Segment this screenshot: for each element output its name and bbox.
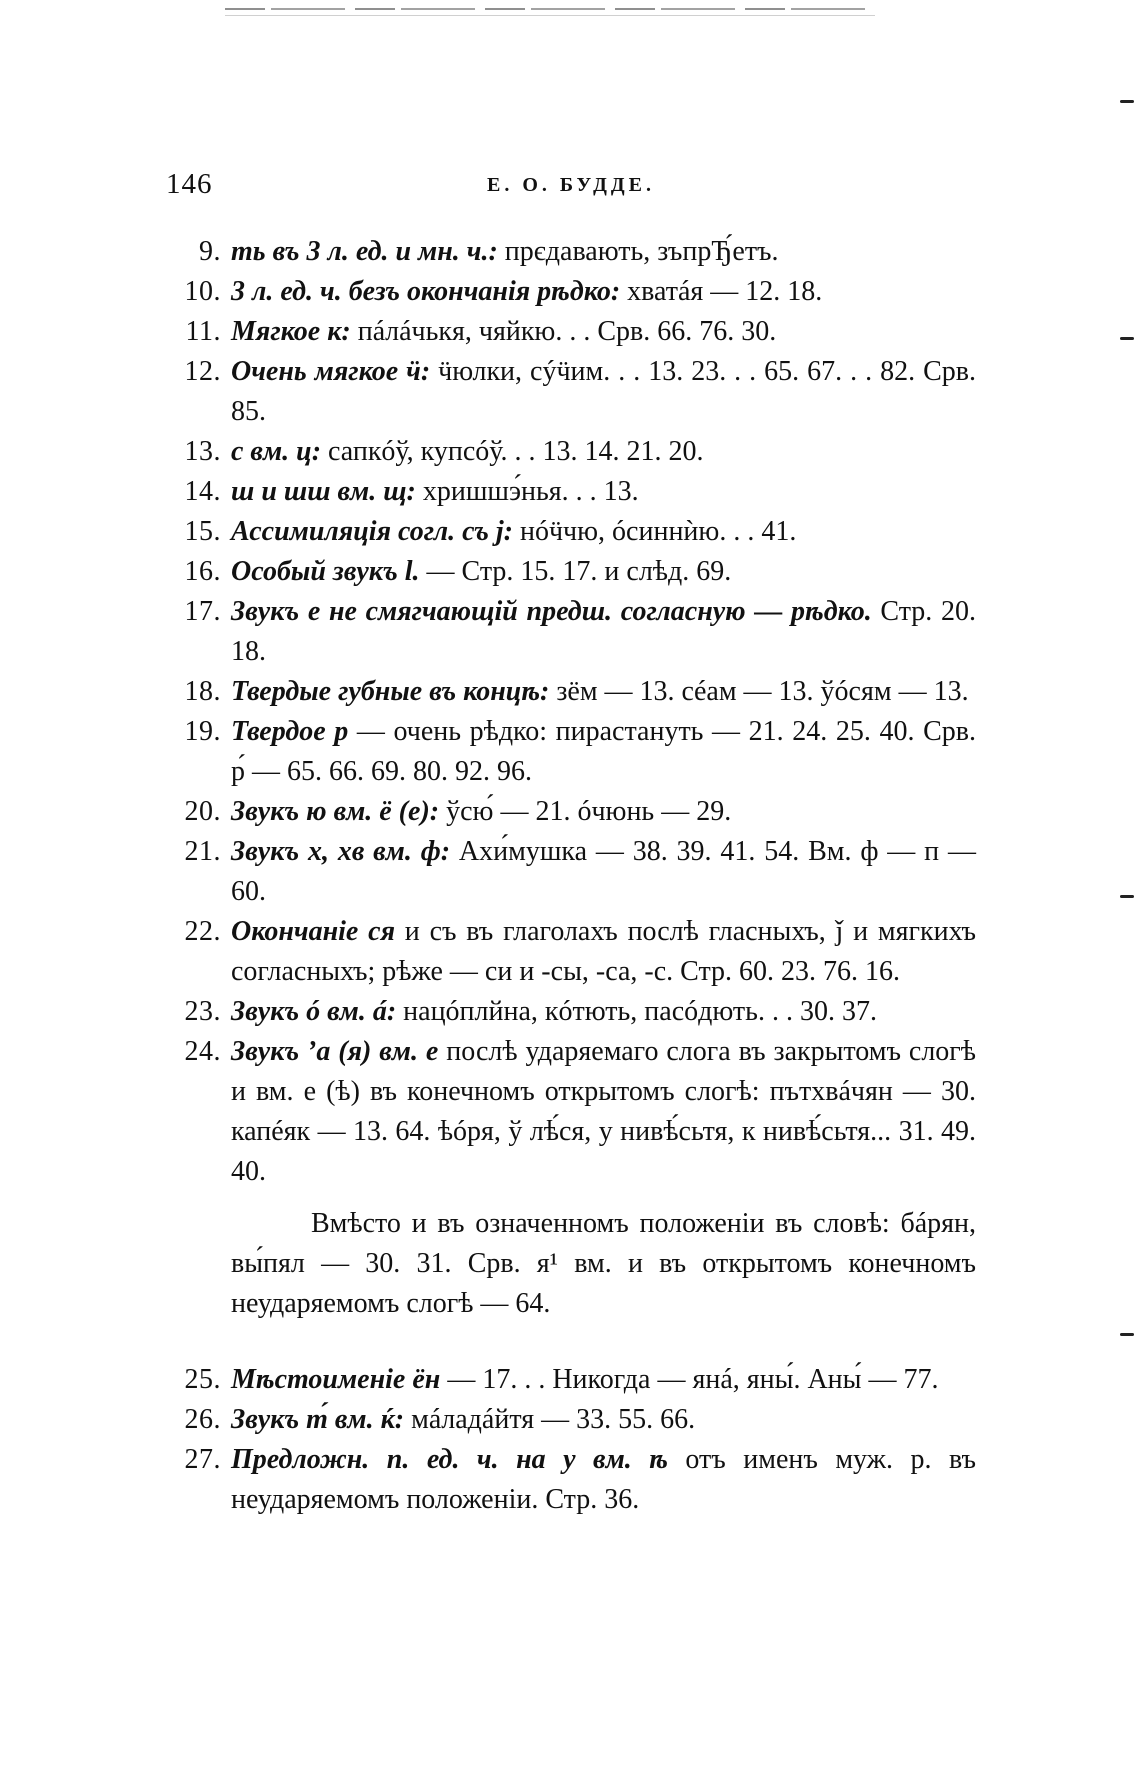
entry-content: Стр. 20. 18.: [231, 596, 976, 667]
entry-content: — Стр. 15. 17. и слѣд. 69.: [419, 556, 732, 587]
entry-title: Мягкое к:: [231, 316, 351, 347]
entry-title: Твердые губные въ концѣ:: [231, 676, 550, 707]
entry-content: — очень рѣдко: пирастануть — 21. 24. 25. 40. Срв. р́ — 65. 66. 69. 80. 92. 96.: [231, 716, 976, 787]
entry-group-1: [166, 232, 976, 1192]
margin-mark: [1120, 895, 1134, 898]
entry-list: [166, 232, 976, 1520]
entry-number: 12.: [184, 356, 221, 387]
entry-item: [166, 512, 976, 552]
top-edge-rule: [225, 8, 875, 10]
entry-content: отъ именъ муж. р. въ неударяемомъ положеніи. Стр. 36.: [231, 1444, 976, 1515]
entry-content: пáлáчькя, чяйкю. . . Срв. 66. 76. 30.: [350, 316, 777, 347]
entry-number: 20.: [184, 796, 221, 827]
entry-title: Предложн. п. ед. ч. на у вм. ѣ: [231, 1444, 668, 1475]
entry-text: [231, 472, 976, 512]
entry-text: [231, 832, 976, 912]
entry-number: 24.: [184, 1036, 221, 1067]
entry-content: мáладáйтя — 33. 55. 66.: [404, 1404, 696, 1435]
entry-item: [166, 1360, 976, 1400]
entry-content: нóӵчю, óсиннѝю. . . 41.: [512, 516, 797, 547]
entry-item: [166, 1440, 976, 1520]
entry-text: [231, 712, 976, 792]
entry-number: 13.: [184, 436, 221, 467]
entry-item: [166, 712, 976, 792]
entry-item: [166, 232, 976, 272]
entry-text: [231, 312, 976, 352]
entry-content: нацóплйна, кóтють, пасóдють. . . 30. 37.: [396, 996, 877, 1027]
entry-item: [166, 992, 976, 1032]
entry-text: [231, 232, 976, 272]
entry-title: Звукъ ó вм. á:: [231, 996, 397, 1027]
entry-content: ўсю́ — 21. óчюнь — 29.: [439, 796, 732, 827]
entry-number: 9.: [199, 236, 221, 267]
entry-text: [231, 912, 976, 992]
entry-item: [166, 312, 976, 352]
entry-text: [231, 1440, 976, 1520]
page-number: 146: [166, 168, 213, 200]
entry-content: прєдавають, зъпрЂ́етъ.: [497, 236, 779, 267]
entry-number: 15.: [184, 516, 221, 547]
entry-number: 16.: [184, 556, 221, 587]
margin-mark: [1120, 337, 1134, 340]
entry-text: [231, 992, 976, 1032]
running-head: Е. О. БУДДЕ.: [487, 174, 655, 196]
margin-mark: [1120, 1333, 1134, 1336]
entry-title: Звукъ т́ вм. ќ:: [231, 1404, 405, 1435]
entry-content: ӵюлки, сýӵим. . . 13. 23. . . 65. 67. . . 82. Срв. 85.: [231, 356, 976, 427]
entry-number: 23.: [184, 996, 221, 1027]
entry-text: [231, 1360, 976, 1400]
entry-item: [166, 432, 976, 472]
entry-title: Твердое р: [231, 716, 349, 747]
entry-title: Мѣстоименіе ён: [231, 1364, 441, 1395]
entry-text: [231, 552, 976, 592]
entry-content: — 17. . . Никогда — янá, яны́. Аны́ — 77.: [440, 1364, 939, 1395]
entry-number: 19.: [184, 716, 221, 747]
entry-item: [166, 272, 976, 312]
entry-text: [231, 792, 976, 832]
entry-item: [166, 592, 976, 672]
entry-title: Очень мягкое ӵ:: [231, 356, 431, 387]
entry-item: [166, 1400, 976, 1440]
entry-number: 27.: [184, 1444, 221, 1475]
entry-number: 14.: [184, 476, 221, 507]
entry-item: [166, 912, 976, 992]
entry-group-2: [166, 1360, 976, 1520]
entry-text: [231, 512, 976, 552]
entry-text: [231, 1400, 976, 1440]
margin-mark: [1120, 100, 1134, 103]
entry-number: 11.: [185, 316, 221, 347]
entry-title: Звукъ ю вм. ё (е):: [231, 796, 440, 827]
page-header: [166, 168, 976, 208]
entry-item: [166, 552, 976, 592]
entry-text: [231, 432, 976, 472]
entry-number: 18.: [184, 676, 221, 707]
entry-content: зём — 13. сéам — 13. ўóсям — 13.: [549, 676, 969, 707]
entry-item: [166, 472, 976, 512]
entry-text: [231, 1032, 976, 1192]
entry-text: [231, 672, 976, 712]
entry-title: Звукъ х, хв вм. ф:: [231, 836, 451, 867]
entry-text: [231, 352, 976, 432]
entry-number: 21.: [184, 836, 221, 867]
entry-title: Звукъ ’а (я) вм. е: [231, 1036, 439, 1067]
entry-title: ш и шш вм. щ:: [231, 476, 416, 507]
entry-item: [166, 352, 976, 432]
entry-content: и съ въ глаголахъ послѣ гласныхъ, ǰ и мягкихъ согласныхъ; рѣже — си и -сы, -са, -с. Стр. 60. 23. 76. 16.: [231, 916, 976, 987]
entry-item: [166, 672, 976, 712]
entry-title: Окончаніе ся: [231, 916, 395, 947]
entry-title: ть въ 3 л. ед. и мн. ч.:: [231, 236, 498, 267]
entry-content: послѣ ударяемаго слога въ закрытомъ слогѣ и вм. е (ѣ) въ конечномъ открытомъ слогѣ: пътхвáчян — 30. капéяк — 13. 64. ѣóря, ў лѣ́ся, у нивѣ́сьтя, к нивѣ́сьтя... 31. 49. 40.: [231, 1036, 976, 1187]
top-edge-rule-thin: [225, 15, 875, 16]
entry-item: [166, 1032, 976, 1192]
entry-content: Ахи́мушка — 38. 39. 41. 54. Вм. ф — п — 60.: [231, 836, 976, 907]
entry-number: 17.: [184, 596, 221, 627]
entry-number: 25.: [184, 1364, 221, 1395]
entry-title: 3 л. ед. ч. безъ окончанія рѣдко:: [231, 276, 621, 307]
entry-number: 22.: [184, 916, 221, 947]
indented-paragraph: Вмѣсто и въ означенномъ положеніи въ словѣ: бáрян, вы́пял — 30. 31. Срв. я¹ вм. и въ открытомъ конечномъ неударяемомъ слогѣ — 64.: [231, 1208, 976, 1319]
entry-number: 26.: [184, 1404, 221, 1435]
entry-item: [166, 832, 976, 912]
entry-content: хришшэ́нья. . . 13.: [415, 476, 639, 507]
entry-title: с вм. ц:: [231, 436, 322, 467]
entry-number: 10.: [184, 276, 221, 307]
entry-text: [231, 272, 976, 312]
entry-item: [166, 792, 976, 832]
entry-title: Ассимиляція согл. съ j:: [231, 516, 513, 547]
entry-title: Особый звукъ l.: [231, 556, 420, 587]
entry-content: сапкóў, купсóў. . . 13. 14. 21. 20.: [321, 436, 704, 467]
entry-content: хватáя — 12. 18.: [620, 276, 823, 307]
entry-title: Звукъ е не смягчающій предш. согласную — рѣдко.: [231, 596, 872, 627]
entry-text: [231, 592, 976, 672]
